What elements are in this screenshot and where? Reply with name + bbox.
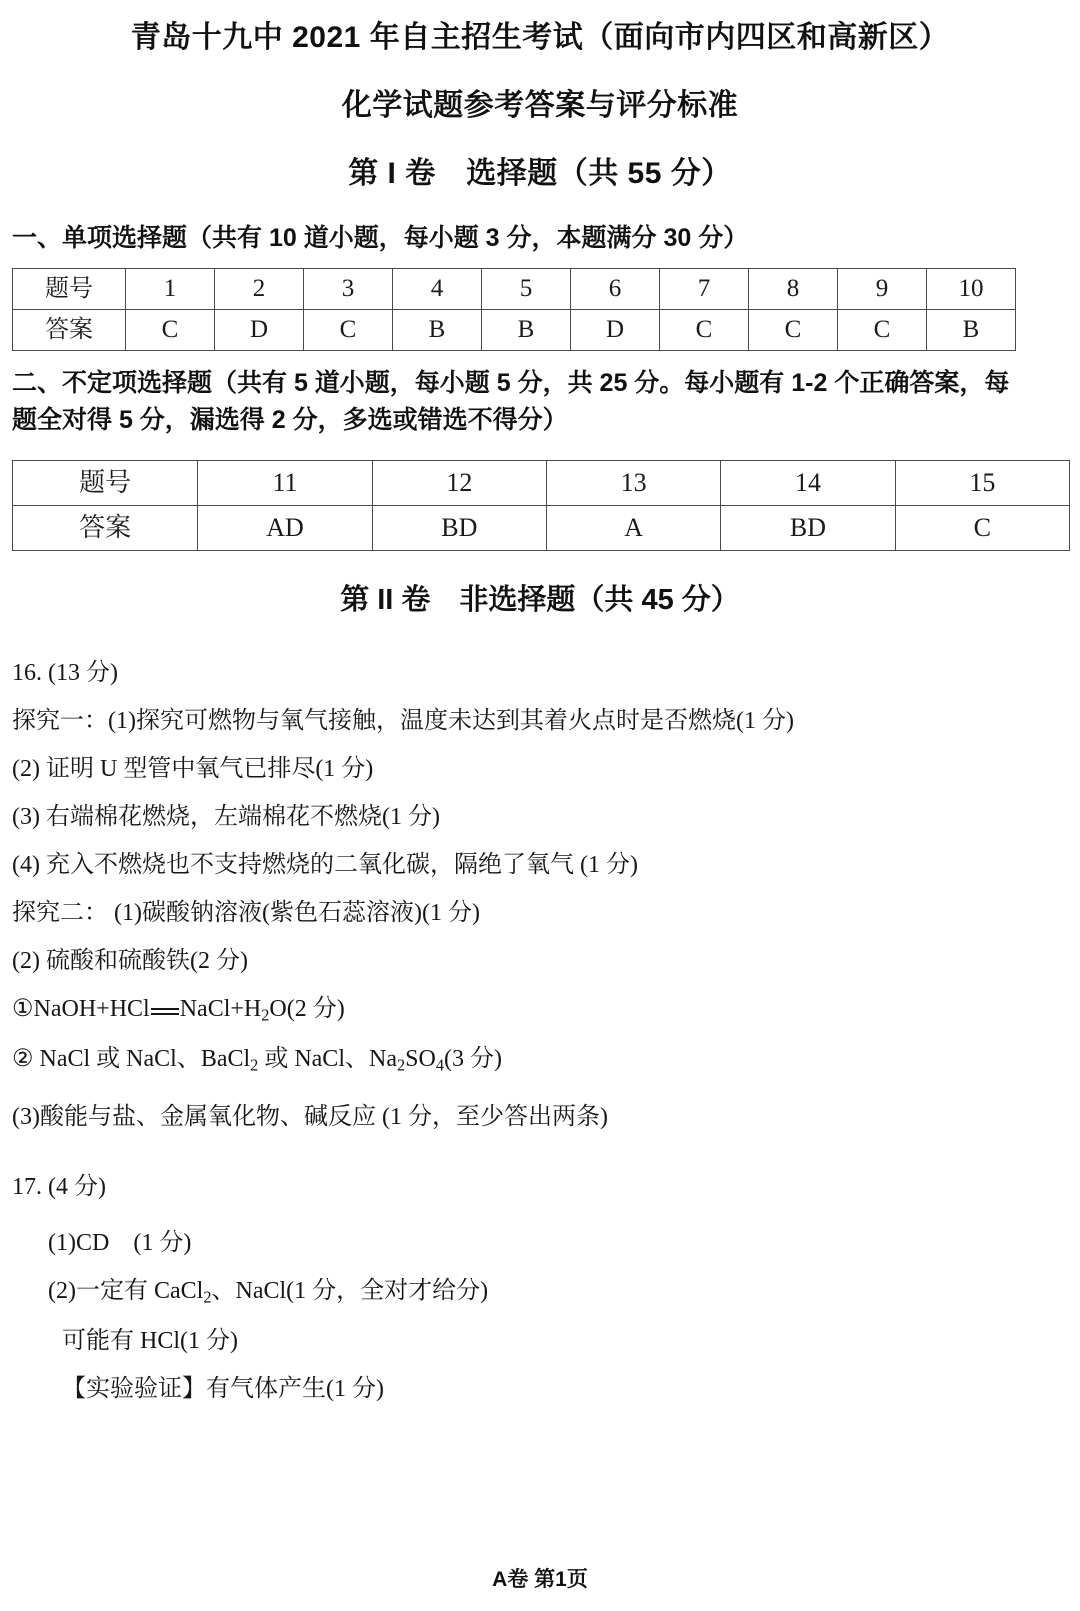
question-16-line-2: (2) 证明 U 型管中氧气已排尽(1 分) — [12, 755, 374, 782]
page-title: 青岛十九中 2021 年自主招生考试（面向市内四区和高新区） — [130, 21, 950, 54]
table-row — [13, 460, 1070, 505]
spacer — [0, 1026, 1080, 1044]
question-number-cell: 8 — [749, 269, 838, 310]
question-number-cell: 2 — [215, 269, 304, 310]
section-two-table-wrapper — [0, 460, 1080, 551]
row-header-answer: 答案 — [13, 505, 198, 550]
question-number-cell: 1 — [126, 269, 215, 310]
subscript: 2 — [250, 1055, 259, 1075]
subscript: 4 — [435, 1055, 444, 1075]
spacer — [0, 1258, 1080, 1276]
question-number-cell: 6 — [571, 269, 660, 310]
section-one-heading: 一、单项选择题（共有 10 道小题，每小题 3 分，本题满分 30 分） — [12, 224, 749, 252]
question-number-cell: 15 — [895, 460, 1069, 505]
spacer — [0, 1202, 1080, 1228]
section-one-table-wrapper — [0, 268, 1080, 351]
spacer — [0, 688, 1080, 706]
part-two-heading: 第 II 卷 非选择题（共 45 分） — [340, 583, 740, 616]
question-number-cell: 9 — [838, 269, 927, 310]
formula-middle-2: SO — [405, 1045, 436, 1072]
spacer — [0, 618, 1080, 658]
answer-cell: C — [126, 310, 215, 351]
subscript: 2 — [203, 1287, 212, 1307]
question-number-cell: 7 — [660, 269, 749, 310]
section-two-heading-line-1: 二、不定项选择题（共有 5 道小题，每小题 5 分，共 25 分。每小题有 1-2 个正确答案，每 — [12, 369, 1010, 398]
question-number-cell: 13 — [547, 460, 721, 505]
answer-cell: D — [571, 310, 660, 351]
question-16-line-1: 探究一：(1)探究可燃物与氧气接触，温度未达到其着火点时是否燃烧(1 分) — [12, 707, 794, 734]
answer-cell: B — [482, 310, 571, 351]
spacer — [0, 1132, 1080, 1172]
table-row — [13, 310, 1016, 351]
page-footer: A卷 第1页 — [492, 1568, 588, 1591]
answer-cell: BD — [372, 505, 546, 550]
question-number-cell: 11 — [198, 460, 372, 505]
table-row — [13, 269, 1016, 310]
row-header-answer: 答案 — [13, 310, 126, 351]
question-16-number: 16. (13 分) — [12, 659, 118, 686]
answer-cell: C — [660, 310, 749, 351]
row-header-question-number: 题号 — [13, 269, 126, 310]
answer-cell: B — [927, 310, 1016, 351]
answer-cell: A — [547, 505, 721, 550]
subscript: 2 — [396, 1055, 406, 1075]
part-one-heading: 第 I 卷 选择题（共 55 分） — [348, 157, 732, 190]
document-subtitle: 化学试题参考答案与评分标准 — [341, 89, 739, 122]
formula-middle: 或 NaCl、Na — [258, 1045, 397, 1072]
spacer — [0, 551, 1080, 577]
subscript: 2 — [261, 1005, 270, 1025]
spacer — [0, 928, 1080, 946]
spacer — [0, 1308, 1080, 1326]
question-number-cell: 10 — [927, 269, 1016, 310]
spacer — [0, 880, 1080, 898]
spacer — [0, 976, 1080, 994]
question-16-line-last: (3)酸能与盐、金属氧化物、碱反应 (1 分，至少答出两条) — [12, 1103, 608, 1130]
section-two-heading-line-2: 题全对得 5 分，漏选得 2 分，多选或错选不得分） — [12, 405, 568, 434]
formula-prefix: ② NaCl 或 NaCl、BaCl — [12, 1045, 251, 1072]
question-16-line-5: 探究二： (1)碳酸钠溶液(紫色石蕊溶液)(1 分) — [12, 899, 480, 926]
formula-suffix: (3 分) — [443, 1045, 502, 1072]
question-17-line-2 — [0, 1276, 1080, 1308]
row-header-question-number: 题号 — [13, 460, 198, 505]
question-16-line-3: (3) 右端棉花燃烧，左端棉花不燃烧(1 分) — [12, 803, 440, 830]
answer-sheet-page — [0, 12, 1080, 1611]
question-17-line-3: 可能有 HCl(1 分) — [62, 1327, 238, 1354]
question-17-line-4: 【实验验证】有气体产生(1 分) — [62, 1375, 384, 1402]
answer-cell: C — [838, 310, 927, 351]
question-number-cell: 14 — [721, 460, 895, 505]
table-row — [13, 505, 1070, 550]
answer-cell: C — [895, 505, 1069, 550]
question-number-cell: 4 — [393, 269, 482, 310]
answer-cell: C — [749, 310, 838, 351]
spacer — [0, 1076, 1080, 1102]
question-number-cell: 5 — [482, 269, 571, 310]
spacer — [0, 736, 1080, 754]
answer-cell: C — [304, 310, 393, 351]
question-17-number: 17. (4 分) — [12, 1173, 106, 1200]
multi-choice-answer-table — [12, 460, 1070, 551]
formula-suffix: 、NaCl(1 分，全对才给分) — [211, 1277, 489, 1304]
question-16-line-4: (4) 充入不燃烧也不支持燃烧的二氧化碳，隔绝了氧气 (1 分) — [12, 851, 638, 878]
spacer — [0, 1356, 1080, 1374]
single-choice-answer-table — [12, 268, 1016, 351]
question-16-equation-2 — [0, 1044, 1080, 1076]
formula-prefix: (2)一定有 CaCl — [48, 1277, 204, 1304]
equation-right-side-part-1: NaCl+H — [179, 995, 262, 1022]
spacer — [0, 784, 1080, 802]
spacer — [0, 832, 1080, 850]
answer-cell: AD — [198, 505, 372, 550]
question-number-cell: 12 — [372, 460, 546, 505]
answer-cell: B — [393, 310, 482, 351]
answer-cell: D — [215, 310, 304, 351]
question-16-equation-1 — [0, 994, 1080, 1026]
equation-right-side-part-2: O(2 分) — [269, 995, 345, 1022]
answer-cell: BD — [721, 505, 895, 550]
question-17-line-1: (1)CD (1 分) — [48, 1229, 192, 1256]
question-16-line-6: (2) 硫酸和硫酸铁(2 分) — [12, 947, 248, 974]
double-bond-equals-icon — [150, 998, 180, 1022]
question-number-cell: 3 — [304, 269, 393, 310]
equation-left-side: ①NaOH+HCl — [12, 995, 150, 1022]
